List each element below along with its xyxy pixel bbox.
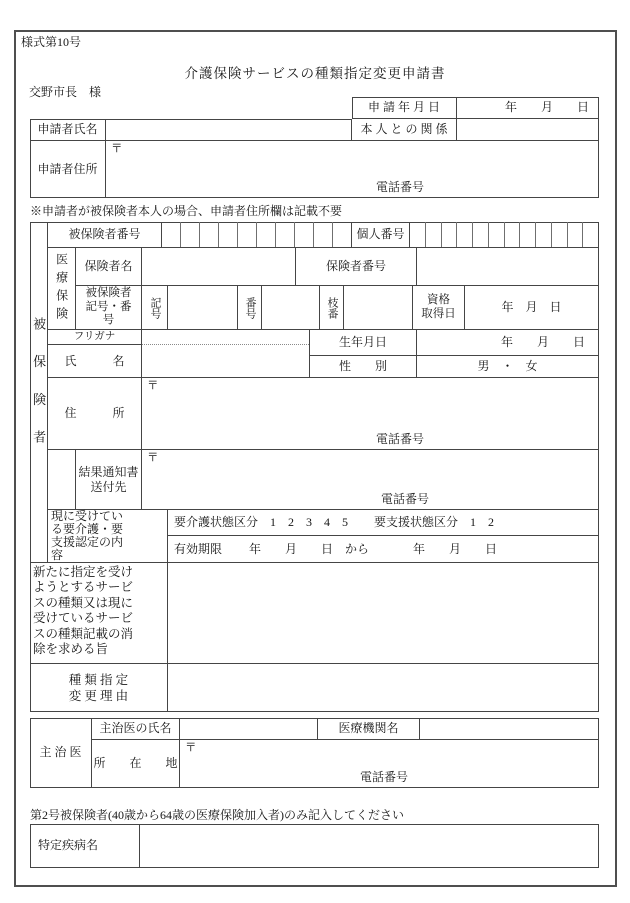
validity-row[interactable]	[168, 536, 599, 563]
applicant-note: ※申請者が被保険者本人の場合、申請者住所欄は記載不要	[30, 204, 343, 218]
validity-to: 年 月 日	[413, 541, 498, 556]
digit-box[interactable]	[295, 222, 314, 247]
institution-field[interactable]	[420, 718, 599, 740]
disease-label: 特定疾病名	[30, 824, 140, 868]
care-level-text: 要介護状態区分 1 2 3 4 5	[174, 515, 349, 530]
disease-field[interactable]	[140, 824, 599, 868]
qualification-date-field[interactable]: 年 月 日	[465, 286, 599, 330]
sex-label: 性 別	[310, 356, 417, 378]
notice-destination-label: 結果通知書 送付先	[76, 450, 142, 510]
phone-label: 電話番号	[360, 769, 409, 784]
institution-label: 医療機関名	[318, 718, 420, 740]
insured-section-label: 被保険者	[30, 222, 48, 563]
applicant-name-label: 申請者氏名	[30, 119, 106, 141]
digit-box[interactable]	[583, 222, 598, 247]
qualification-date-label: 資格 取得日	[413, 286, 465, 330]
postal-mark: 〒	[111, 143, 123, 155]
postal-mark: 〒	[185, 742, 197, 754]
digit-box[interactable]	[314, 222, 333, 247]
addressee: 交野市長 様	[29, 85, 102, 99]
digit-box[interactable]	[162, 222, 181, 247]
application-date-field[interactable]: 年 月 日	[457, 97, 599, 119]
care-level-row[interactable]	[168, 510, 599, 536]
name-field[interactable]	[142, 330, 310, 378]
relation-label: 本 人 と の 関 係	[352, 119, 457, 141]
applicant-address-label: 申請者住所	[30, 141, 106, 198]
location-label: 所 在 地	[92, 740, 180, 788]
certification-label: 現に受けてい る要介護・要 支援認定の内 容	[48, 510, 168, 563]
request-field[interactable]	[168, 563, 599, 664]
relation-field[interactable]	[457, 119, 599, 141]
request-label: 新たに指定を受け ようとするサービ スの種類又は現に 受けているサービ スの種類記載の消 除を求める旨	[30, 563, 168, 664]
postal-mark: 〒	[147, 380, 159, 392]
applicant-name-field[interactable]	[106, 119, 352, 141]
digit-box[interactable]	[181, 222, 200, 247]
branch-label: 枝番	[320, 286, 344, 330]
number-field[interactable]	[262, 286, 320, 330]
validity-label: 有効期限	[174, 541, 223, 556]
symbol-label: 記号	[142, 286, 168, 330]
digit-box[interactable]	[410, 222, 426, 247]
insurer-name-label: 保険者名	[76, 248, 142, 286]
symbol-number-label: 被保険者 記号・番 号	[76, 286, 142, 330]
name-label: 氏 名	[48, 345, 142, 378]
doctor-name-field[interactable]	[180, 718, 318, 740]
insurer-number-label: 保険者番号	[296, 248, 417, 286]
doctor-section-label: 主 治 医	[30, 718, 92, 788]
reason-label: 種 類 指 定 変 更 理 由	[30, 664, 168, 712]
phone-label: 電話番号	[376, 431, 425, 446]
insured-number-label: 被保険者番号	[48, 222, 162, 248]
personal-number-label: 個人番号	[352, 222, 410, 248]
insured-number-boxes[interactable]	[162, 222, 352, 248]
applicant-address-field[interactable]	[106, 141, 599, 198]
phone-label: 電話番号	[376, 179, 425, 194]
digit-box[interactable]	[426, 222, 442, 247]
insurer-number-field[interactable]	[417, 248, 599, 286]
number-label: 番号	[238, 286, 262, 330]
form-title: 介護保険サービスの種類指定変更申請書	[184, 66, 446, 81]
spacer-cell	[48, 450, 76, 510]
birthdate-field[interactable]: 年 月 日	[417, 330, 599, 356]
address-field[interactable]	[142, 378, 599, 450]
digit-box[interactable]	[238, 222, 257, 247]
digit-box[interactable]	[473, 222, 489, 247]
digit-box[interactable]	[333, 222, 351, 247]
branch-field[interactable]	[344, 286, 413, 330]
digit-box[interactable]	[505, 222, 521, 247]
symbol-field[interactable]	[168, 286, 238, 330]
digit-box[interactable]	[257, 222, 276, 247]
support-level-text: 要支援状態区分 1 2	[374, 515, 495, 530]
furigana-label: フリガナ	[48, 330, 142, 345]
digit-box[interactable]	[520, 222, 536, 247]
form-number: 様式第10号	[21, 35, 82, 49]
second-insured-note: 第2号被保険者(40歳から64歳の医療保険加入者)のみ記入してください	[30, 808, 404, 822]
digit-box[interactable]	[457, 222, 473, 247]
furigana-divider	[142, 344, 309, 345]
location-field[interactable]	[180, 740, 599, 788]
digit-box[interactable]	[219, 222, 238, 247]
address-label: 住 所	[48, 378, 142, 450]
notice-destination-field[interactable]	[142, 450, 599, 510]
validity-from: 年 月 日 から	[249, 541, 370, 556]
medical-insurance-label: 医療保険	[48, 248, 76, 330]
digit-box[interactable]	[276, 222, 295, 247]
reason-field[interactable]	[168, 664, 599, 712]
digit-box[interactable]	[552, 222, 568, 247]
digit-box[interactable]	[489, 222, 505, 247]
insurer-name-field[interactable]	[142, 248, 296, 286]
postal-mark: 〒	[147, 452, 159, 464]
application-date-label: 申 請 年 月 日	[352, 97, 457, 119]
digit-box[interactable]	[536, 222, 552, 247]
digit-box[interactable]	[568, 222, 584, 247]
doctor-name-label: 主治医の氏名	[92, 718, 180, 740]
birthdate-label: 生年月日	[310, 330, 417, 356]
phone-label: 電話番号	[381, 491, 430, 506]
digit-box[interactable]	[442, 222, 458, 247]
personal-number-boxes[interactable]	[410, 222, 599, 248]
digit-box[interactable]	[200, 222, 219, 247]
sex-field[interactable]: 男 ・ 女	[417, 356, 599, 378]
